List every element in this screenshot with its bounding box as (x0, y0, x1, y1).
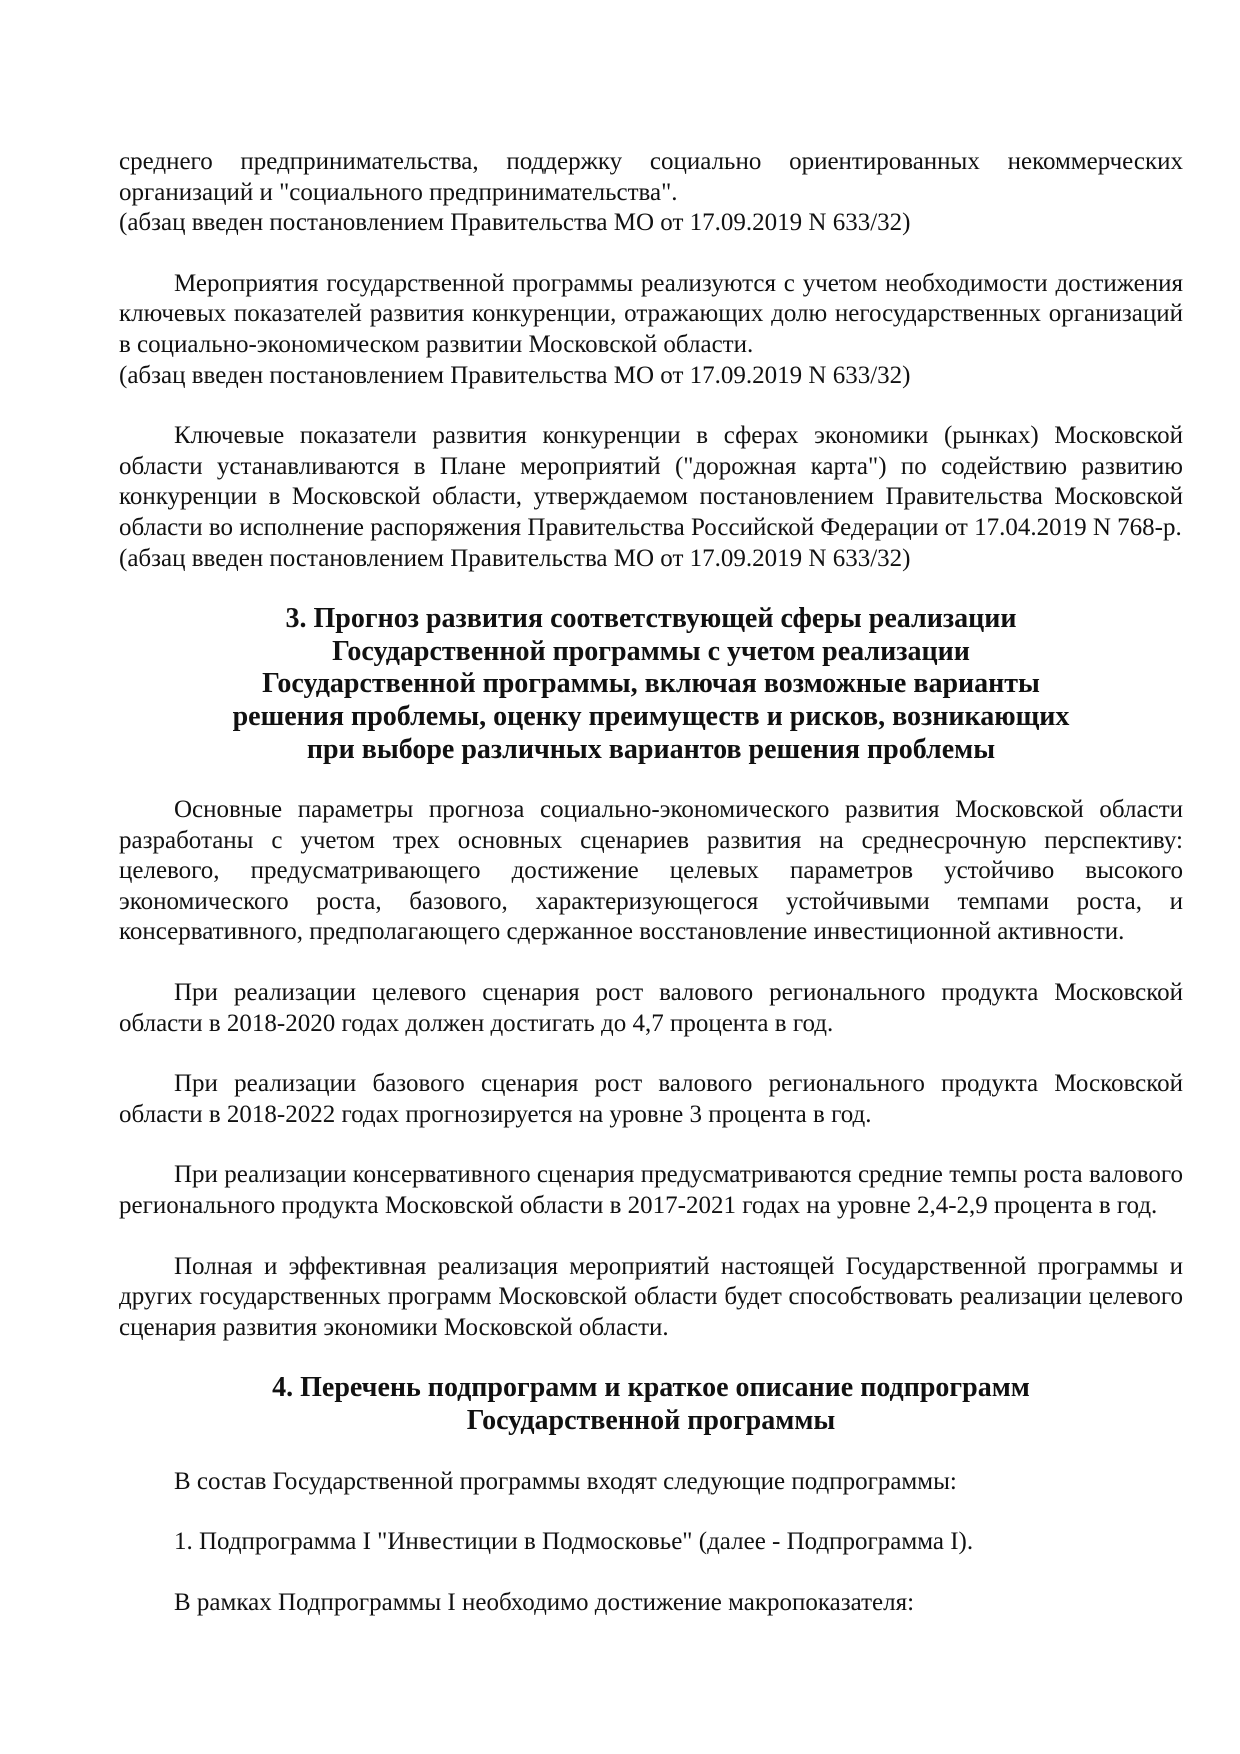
paragraph-program-implementation: Полная и эффективная реализация мероприятий настоящей Государственной программы и других государственных программ Московской области будет способствовать реализации целевого сценария развития экономики Московской области. (119, 1252, 1183, 1341)
section-4-heading-line: 4. Перечень подпрограмм и краткое описание подпрограмм (272, 1372, 1030, 1404)
paragraph-forecast-parameters: Основные параметры прогноза социально-экономического развития Московской области разработаны с учетом трех основных сценариев развития на среднесрочную перспективу: целевого, предусматривающего достижение целевых параметров устойчиво высокого экономического роста, базового, характеризующегося устойчивыми темпами роста, и консервативного, предполагающего сдержанное восстановление инвестиционной активности. (119, 796, 1183, 946)
paragraph-continuation: среднего предпринимательства, поддержку социально ориентированных некоммерческих организаций и "социального предпринимательства". (119, 148, 1183, 206)
section-4-heading (119, 1372, 1183, 1437)
document-content (119, 147, 1183, 1618)
section-3-heading-line: 3. Прогноз развития соответствующей сферы реализации (285, 603, 1017, 635)
section-3-heading-line: решения проблемы, оценку преимуществ и рисков, возникающих (232, 700, 1070, 732)
paragraph-subprogram-1: 1. Подпрограмма I "Инвестиции в Подмосковье" (далее - Подпрограмма I). (174, 1528, 974, 1556)
amendment-note: (абзац введен постановлением Правительства МО от 17.09.2019 N 633/32) (119, 209, 911, 237)
section-4-heading-line: Государственной программы (466, 1405, 836, 1436)
paragraph-conservative-scenario: При реализации консервативного сценария предусматриваются средние темпы роста валового регионального продукта Московской области в 2017-2021 годах на уровне 2,4-2,9 процента в год. (119, 1161, 1183, 1220)
paragraph-base-scenario: При реализации базового сценария рост валового регионального продукта Московской области в 2018-2022 годах прогнозируется на уровне 3 процента в год. (119, 1070, 1183, 1128)
paragraph-target-scenario: При реализации целевого сценария рост валового регионального продукта Московской области в 2018-2020 годах должен достигать до 4,7 процента в год. (119, 979, 1183, 1037)
section-3-heading (119, 603, 1183, 766)
paragraph-competition-indicators: Мероприятия государственной программы реализуются с учетом необходимости достижения ключевых показателей развития конкуренции, отражающих долю негосударственных организаций в социально-экономическом развитии Московской области. (119, 269, 1183, 358)
paragraph-subprograms-intro: В состав Государственной программы входят следующие подпрограммы: (174, 1467, 957, 1495)
amendment-note: (абзац введен постановлением Правительства МО от 17.09.2019 N 633/32) (119, 361, 911, 389)
paragraph-roadmap: Ключевые показатели развития конкуренции в сферах экономики (рынках) Московской области устанавливаются в Плане мероприятий ("дорожная карта") по содействию развитию конкуренции в Московской области, утверждаемом постановлением Правительства Московской области во исполнение распоряжения Правительства Российской Федерации от 17.04.2019 N 768-р. (119, 422, 1183, 541)
section-3-heading-line: Государственной программы с учетом реализации (332, 635, 970, 667)
section-3-heading-line: при выборе различных вариантов решения проблемы (306, 733, 996, 765)
amendment-note: (абзац введен постановлением Правительства МО от 17.09.2019 N 633/32) (119, 544, 911, 572)
section-3-heading-line: Государственной программы, включая возможные варианты (262, 668, 1040, 700)
paragraph-macro-indicator: В рамках Подпрограммы I необходимо достижение макропоказателя: (174, 1588, 915, 1616)
